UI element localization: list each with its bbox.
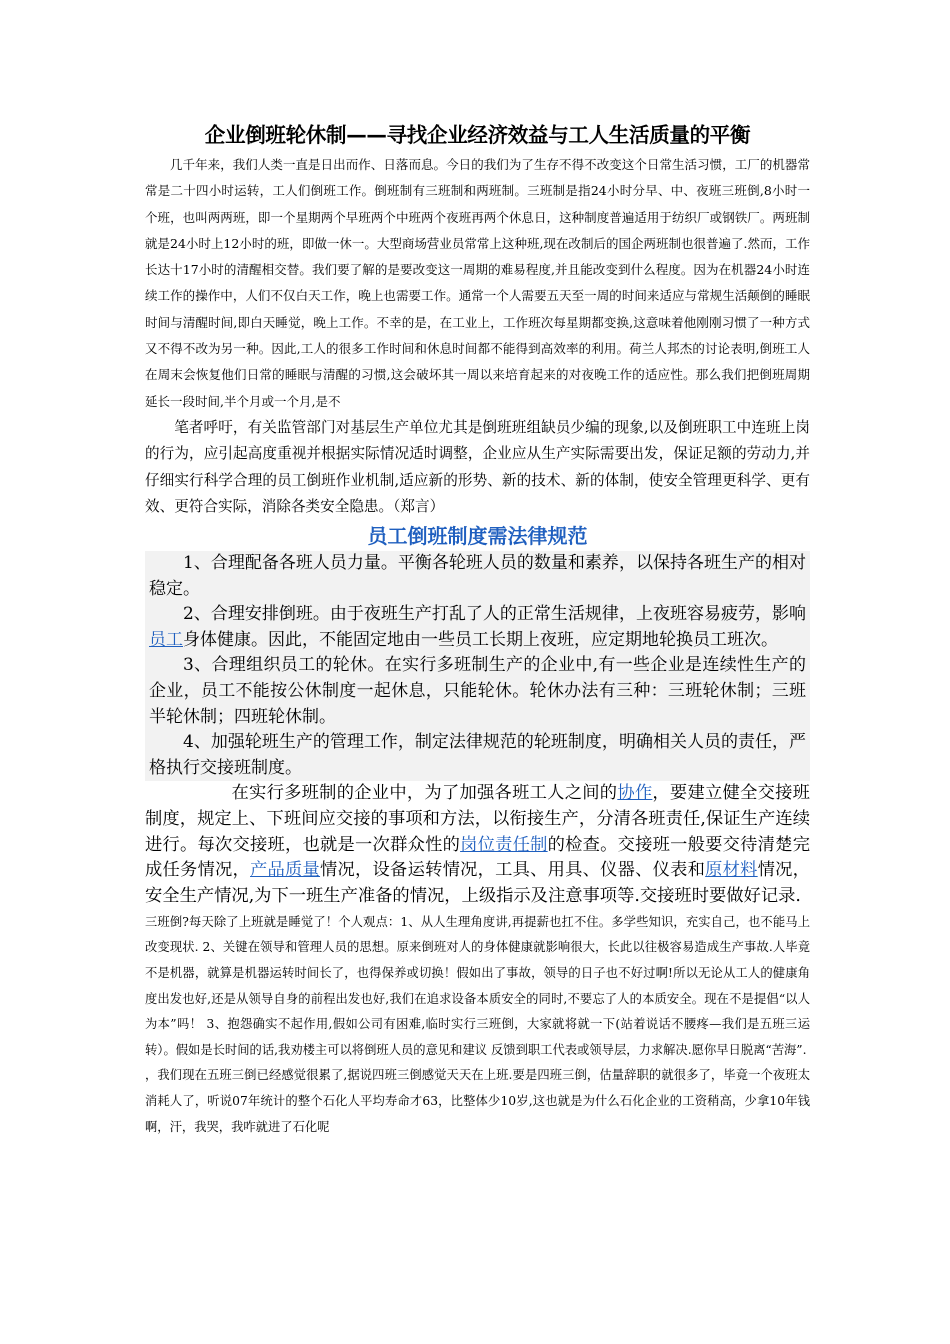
link-cooperation[interactable]: 协作 bbox=[617, 783, 653, 804]
paragraph-text: 情况，设备运转情况，工具、用具、仪器、仪表和 bbox=[320, 860, 706, 881]
paragraph-text: ，要建立健全交接班制度，规定上、下班间应交接的事项和方法，以衔接生产，分清各班责任,保证生产连续进行。每次交接班，也就是一次群众性的 bbox=[145, 783, 810, 855]
link-post-responsibility[interactable]: 岗位责任制 bbox=[460, 834, 548, 855]
rule-text: 身体健康。因此，不能固定地由一些员工长期上夜班，应定期地轮换员工班次。 bbox=[183, 629, 778, 650]
opinion-paragraph: 三班倒?每天除了上班就是睡觉了！个人观点：1、从人生理角度讲,再提薪也扛不住。多学些知识，充实自己，也不能马上改变现状. 2、关键在领导和管理人员的思想。原来倒班对人的身体健康就影响很大，长此以往极容易造成生产事故.人毕竟不是机器，就算是机器运转时间长了，也得保养或切换！假如出了事故，领导的日子也不好过啊!所以无论从工人的健康角度出发也好,还是从领导自身的前程出发也好,我们在追求设备本质安全的同时,不要忘了人的本质安全。现在不是提倡“以人为本”吗！ 3、抱怨确实不起作用,假如公司有困难,临时实行三班倒，大家就将就一下(站着说话不腰疼—我们是五班三运转）。假如是长时间的话,我劝楼主可以将倒班人员的意见和建议 反馈到职工代表或领导层，力求解决.愿你早日脱离“苦海”. bbox=[145, 914, 810, 1057]
handover-paragraph bbox=[145, 781, 810, 910]
closing-paragraph: ，我们现在五班三倒已经感觉很累了,据说四班三倒感觉天天在上班.要是四班三倒，估量辞职的就很多了，毕竟一个夜班太消耗人了，听说07年统计的整个石化人平均寿命才63，比整体少10岁,这也就是为什么石化企业的工资稍高，少拿10年钱啊，汗，我哭，我咋就进了石化呢 bbox=[145, 1068, 810, 1134]
document-page bbox=[145, 118, 810, 1140]
rule-item: 1、合理配备各班人员力量。平衡各轮班人员的数量和素养，以保持各班生产的相对稳定。 bbox=[149, 552, 806, 599]
appeal-paragraph: 笔者呼吁，有关监管部门对基层生产单位尤其是倒班班组缺员少编的现象,以及倒班职工中连班上岗的行为，应引起高度重视并根据实际情况适时调整，企业应从生产实际需要出发，保证足额的劳动力,并仔细实行科学合理的员工倒班作业机制,适应新的形势、新的技术、新的体制，使安全管理更科学、更有效、更符合实际，消除各类安全隐患。（郑言） bbox=[145, 418, 810, 516]
rule-item: 4、加强轮班生产的管理工作，制定法律规范的轮班制度，明确相关人员的责任，严格执行交接班制度。 bbox=[149, 732, 806, 778]
link-product-quality[interactable]: 产品质量 bbox=[250, 860, 321, 881]
document-title: 企业倒班轮休制——寻找企业经济效益与工人生活质量的平衡 bbox=[204, 123, 751, 147]
rules-block bbox=[145, 551, 810, 781]
paragraph-text: 情况，安全生产情况,为下一班生产准备的情况，上级指示及注意事项等.交接班时要做好记录. bbox=[145, 860, 810, 907]
link-employee[interactable]: 员工 bbox=[149, 629, 183, 650]
link-raw-materials[interactable]: 原材料 bbox=[705, 860, 758, 881]
intro-paragraph: 几千年来，我们人类一直是日出而作、日落而息。今日的我们为了生存不得不改变这个日常生活习惯，工厂的机器常常是二十四小时运转，工人们倒班工作。倒班制有三班制和两班制。三班制是指24小时分早、中、夜班三班倒,8小时一个班，也叫两两班，即一个星期两个早班两个中班两个夜班再两个休息日，这种制度普遍适用于纺织厂或钢铁厂。两班制就是24小时上12小时的班，即做一休一。大型商场营业员常常上这种班,现在改制后的国企两班制也很普遍了.然而，工作长达十17小时的清醒相交替。我们要了解的是要改变这一周期的难易程度,并且能改变到什么程度。因为在机器24小时连续工作的操作中，人们不仅白天工作，晚上也需要工作。通常一个人需要五天至一周的时间来适应与常规生活颠倒的睡眠时间与清醒时间,即白天睡觉，晚上工作。不幸的是，在工业上，工作班次每星期都变换,这意味着他刚刚习惯了一种方式又不得不改为另一种。因此,工人的很多工作时间和休息时间都不能得到高效率的利用。荷兰人邦杰的讨论表明,倒班工人在周末会恢复他们日常的睡眠与清醒的习惯,这会破坏其一周以来培育起来的对夜晚工作的适应性。那么我们把倒班周期延长一段时间,半个月或一个月,是不 bbox=[145, 157, 810, 409]
rule-text: 2、合理安排倒班。由于夜班生产打乱了人的正常生活规律，上夜班容易疲劳，影响 bbox=[183, 604, 806, 625]
paragraph-text: 的检查。交接班一般要交待清楚完成任务情况， bbox=[145, 834, 810, 881]
rule-item: 3、合理组织员工的轮休。在实行多班制生产的企业中,有一些企业是连续性生产的企业，员工不能按公休制度一起休息，只能轮休。轮休办法有三种：三班轮休制；三班半轮休制；四班轮休制。 bbox=[149, 655, 806, 727]
section-subtitle: 员工倒班制度需法律规范 bbox=[367, 523, 588, 548]
paragraph-text: 在实行多班制的企业中，为了加强各班工人之间的 bbox=[231, 783, 618, 804]
rule-item bbox=[149, 602, 806, 653]
